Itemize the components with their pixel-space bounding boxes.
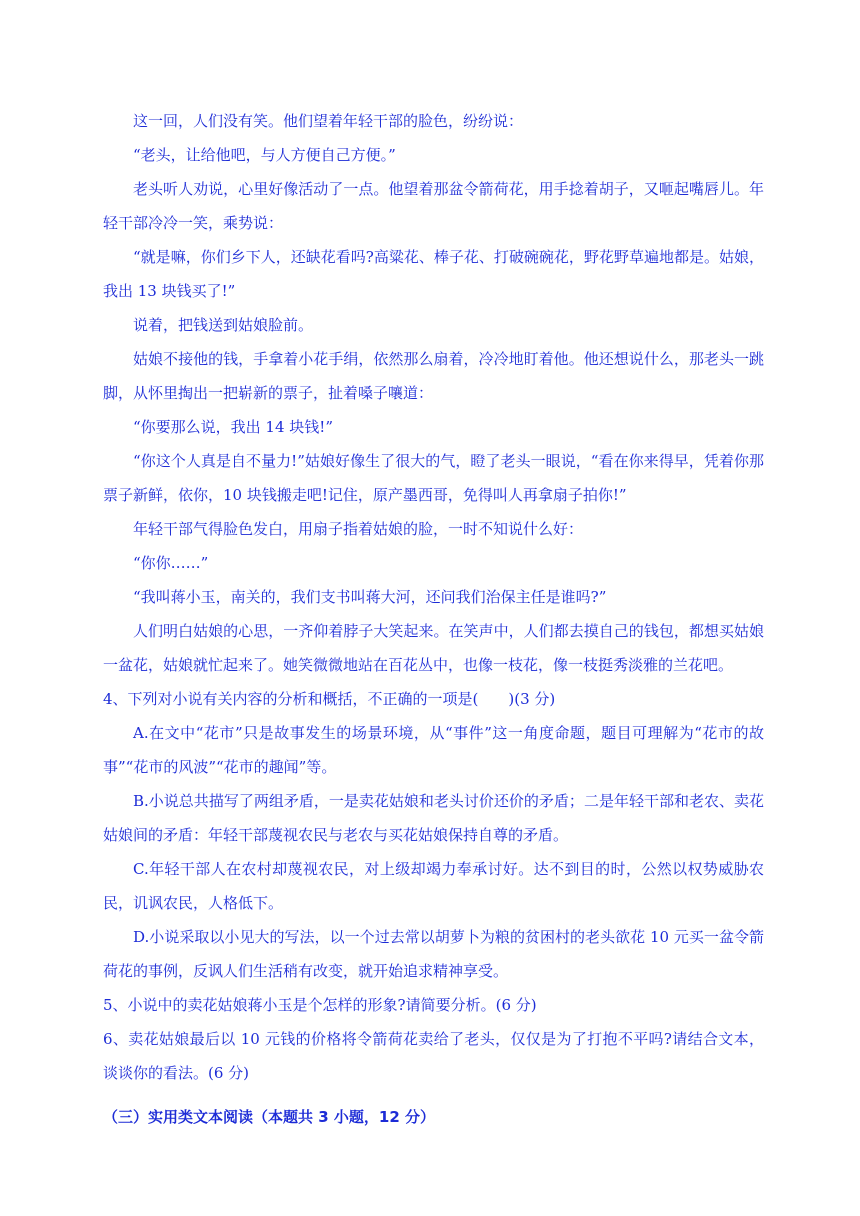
story-paragraph: 人们明白姑娘的心思，一齐仰着脖子大笑起来。在笑声中，人们都去摸自己的钱包，都想买姑娘一盆花，姑娘就忙起来了。她笑微微地站在百花丛中，也像一枝花，像一枝挺秀淡雅的兰花吧。 — [103, 622, 764, 674]
question-4-option-c: C.年轻干部人在农村却蔑视农民，对上级却竭力奉承讨好。达不到目的时，公然以权势威胁农民，讥讽农民，人格低下。 — [103, 860, 764, 912]
question-4-option-b: B.小说总共描写了两组矛盾，一是卖花姑娘和老头讨价还价的矛盾；二是年轻干部和老农、卖花姑娘间的矛盾：年轻干部蔑视农民与老农与买花姑娘保持自尊的矛盾。 — [103, 792, 764, 844]
story-paragraph: 这一回，人们没有笑。他们望着年轻干部的脸色，纷纷说： — [133, 112, 524, 130]
question-4-option-d: D.小说采取以小见大的写法，以一个过去常以胡萝卜为粮的贫困村的老头欲花 10 元买一盆令箭荷花的事例，反讽人们生活稍有改变，就开始追求精神享受。 — [103, 928, 764, 980]
story-paragraph: “我叫蒋小玉，南关的，我们支书叫蒋大河，还问我们治保主任是谁吗?” — [133, 588, 607, 606]
story-paragraph: 年轻干部气得脸色发白，用扇子指着姑娘的脸，一时不知说什么好： — [133, 520, 584, 538]
story-paragraph: “你这个人真是自不量力!”姑娘好像生了很大的气，瞪了老头一眼说，“看在你来得早，凭着你那票子新鲜，依你，10 块钱搬走吧!记住，原产墨西哥，免得叫人再拿扇子拍你!” — [103, 452, 764, 504]
story-paragraph: “就是嘛，你们乡下人，还缺花看吗?高粱花、棒子花、打破碗碗花，野花野草遍地都是。姑娘，我出 13 块钱买了!” — [103, 248, 764, 300]
question-4-option-a: A.在文中“花市”只是故事发生的场景环境，从“事件”这一角度命题，题目可理解为“花市的故事”“花市的风波”“花市的趣闻”等。 — [103, 724, 764, 776]
question-5: 5、小说中的卖花姑娘蒋小玉是个怎样的形象?请简要分析。(6 分) — [103, 996, 537, 1014]
question-4-stem: 4、下列对小说有关内容的分析和概括，不正确的一项是( )(3 分) — [103, 690, 556, 708]
story-paragraph: 姑娘不接他的钱，手拿着小花手绢，依然那么扇着，冷冷地盯着他。他还想说什么，那老头一跳脚，从怀里掏出一把崭新的票子，扯着嗓子嚷道： — [103, 350, 764, 402]
story-paragraph: “你要那么说，我出 14 块钱!” — [133, 418, 333, 436]
section-heading: （三）实用类文本阅读（本题共 3 小题，12 分） — [103, 1108, 435, 1126]
story-paragraph: 老头听人劝说，心里好像活动了一点。他望着那盆令箭荷花，用手捻着胡子，又咂起嘴唇儿。年轻干部冷冷一笑，乘势说： — [103, 180, 764, 232]
question-6: 6、卖花姑娘最后以 10 元钱的价格将令箭荷花卖给了老头，仅仅是为了打抱不平吗?请结合文本，谈谈你的看法。(6 分) — [103, 1030, 764, 1082]
story-paragraph: “老头，让给他吧，与人方便自己方便。” — [133, 146, 396, 164]
story-paragraph: “你你……” — [133, 554, 209, 572]
question-4 — [103, 682, 764, 988]
story-paragraph: 说着，把钱送到姑娘脸前。 — [133, 316, 314, 334]
story-excerpt — [103, 104, 764, 682]
